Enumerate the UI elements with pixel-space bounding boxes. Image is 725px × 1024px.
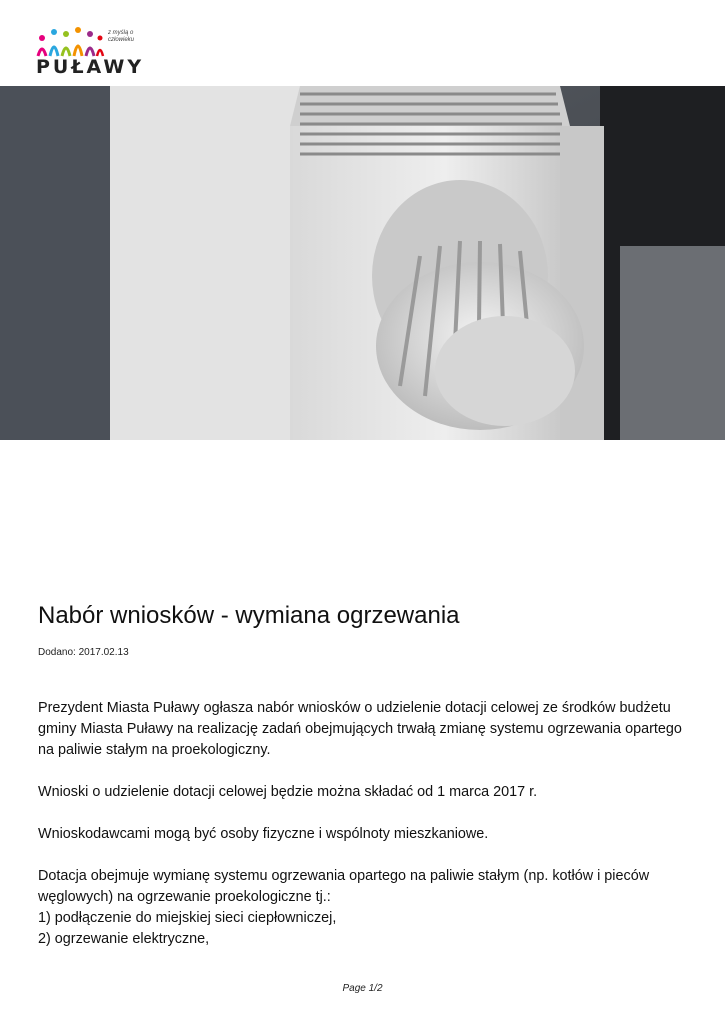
paragraph-applicants: Wnioskodawcami mogą być osoby fizyczne i wspólnoty mieszkaniowe. (38, 826, 489, 842)
scope-item-2: 2) ogrzewanie elektryczne, (38, 931, 210, 947)
paragraph-scope (38, 866, 698, 950)
paragraph-start-date: Wnioski o udzielenie dotacji celowej będzie można składać od 1 marca 2017 r. (38, 784, 538, 800)
scope-item-1: 1) podłączenie do miejskiej sieci ciepłowniczej, (38, 910, 337, 926)
article-body (38, 698, 698, 950)
page-number: Page 1/2 (342, 983, 383, 994)
hero-image (0, 86, 725, 440)
logo-wordmark: PUŁAWY (36, 56, 145, 78)
radiator-photo-icon (0, 86, 725, 440)
publish-date: Dodano: 2017.02.13 (38, 647, 129, 658)
scope-intro: Dotacja obejmuje wymianę systemu ogrzewania opartego na paliwie stałym (np. kotłów i pieców węglowych) na ogrzewanie proekologiczne tj.: (38, 868, 650, 905)
logo-tagline: z myślą o człowieku (108, 30, 135, 43)
paragraph-announcement: Prezydent Miasta Puławy ogłasza nabór wniosków o udzielenie dotacji celowej ze środków budżetu gminy Miasta Puławy na realizację zadań obejmujących trwałą zmianę systemu ogrzewania opartego na paliwie stałym na proekologiczny. (38, 700, 682, 758)
city-logo (32, 16, 144, 84)
article-title: Nabór wniosków - wymiana ogrzewania (38, 602, 460, 629)
